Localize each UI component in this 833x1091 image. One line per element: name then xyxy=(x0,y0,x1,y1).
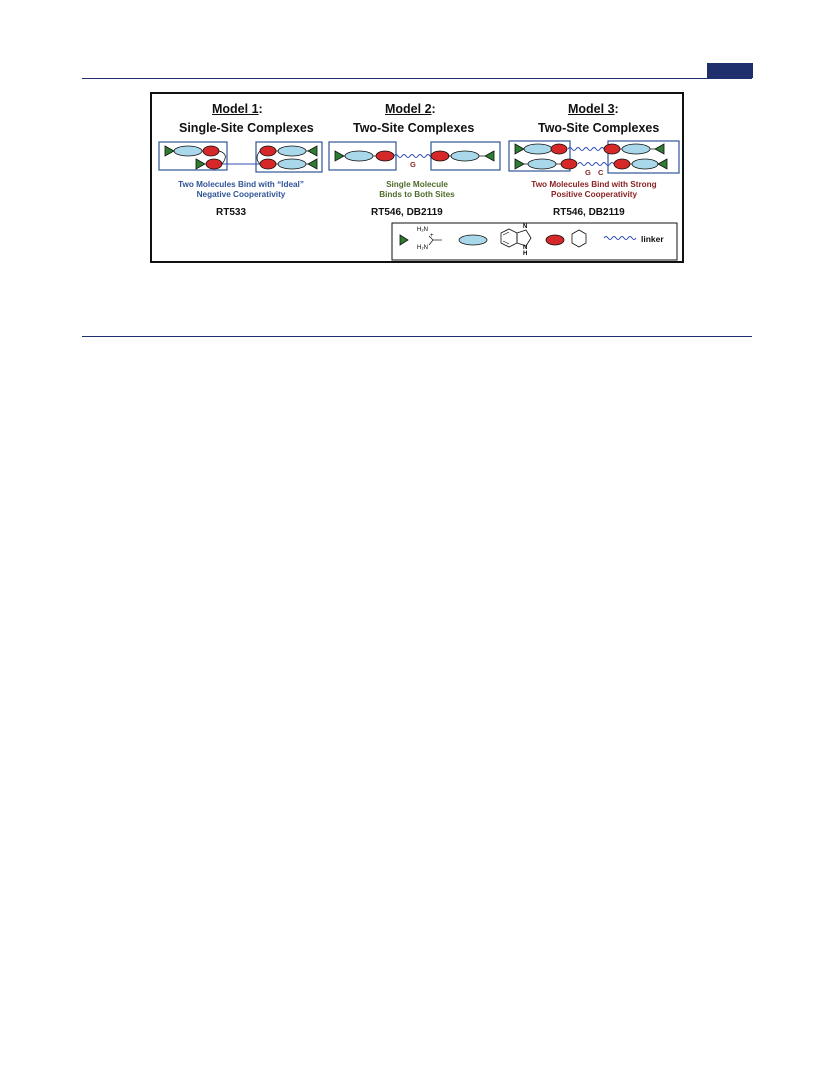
model2-caption: Single Molecule Binds to Both Sites xyxy=(379,180,455,199)
model1-caption: Two Molecules Bind with “Ideal” Negative Cooperativity xyxy=(178,180,304,199)
model3-compounds: RT546, DB2119 xyxy=(553,207,625,218)
model3-site-label-g: G xyxy=(585,168,591,177)
binding-models-figure xyxy=(150,92,684,263)
legend-linker-label: linker xyxy=(641,234,664,244)
legend-amidine-plus: + xyxy=(430,233,434,239)
top-rule xyxy=(82,78,752,79)
legend xyxy=(392,223,677,260)
benzimidazole-symbol xyxy=(459,235,487,245)
legend-amidine-h2n-bottom: H₂N xyxy=(417,245,428,251)
bottom-rule xyxy=(82,336,752,337)
phenyl-symbol xyxy=(546,235,564,245)
legend-benzimidazole-h: H xyxy=(523,251,528,257)
legend-benzimidazole-n: N xyxy=(523,224,528,230)
model1-diagram xyxy=(159,142,322,172)
linker-symbol xyxy=(604,237,636,240)
legend-benzimidazole-nh: N xyxy=(523,245,528,251)
model3-diagram xyxy=(509,141,679,173)
model2-heading: Model 2: xyxy=(385,102,436,116)
model1-heading: Model 1: xyxy=(212,102,263,116)
legend-amidine-h2n-top: H₂N xyxy=(417,227,428,233)
model2-site-label-g: G xyxy=(410,160,416,169)
model3-heading: Model 3: xyxy=(568,102,619,116)
model3-site-label-c: C xyxy=(598,168,604,177)
model1-compounds: RT533 xyxy=(216,207,247,218)
model2-subtitle: Two-Site Complexes xyxy=(353,121,475,135)
model2-compounds: RT546, DB2119 xyxy=(371,207,443,218)
model3-caption: Two Molecules Bind with Strong Positive Cooperativity xyxy=(531,180,657,199)
page-tab xyxy=(707,63,753,78)
model1-subtitle: Single-Site Complexes xyxy=(179,121,314,135)
amidine-symbol xyxy=(400,235,408,245)
model3-subtitle: Two-Site Complexes xyxy=(538,121,660,135)
